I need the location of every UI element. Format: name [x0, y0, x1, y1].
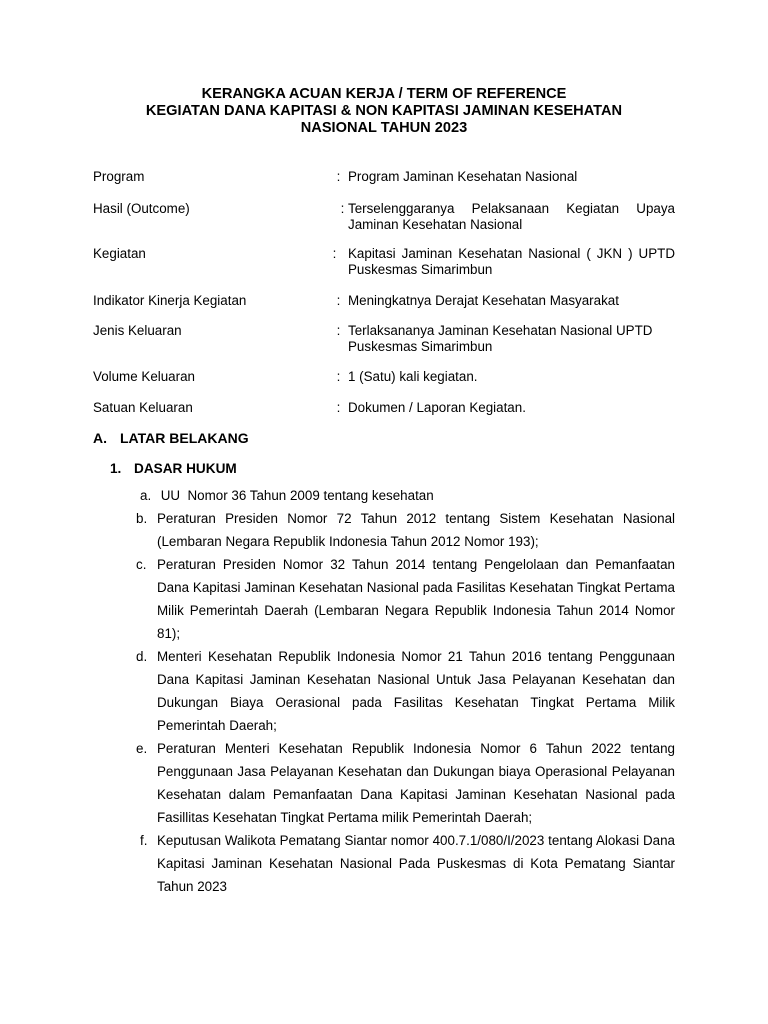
meta-label: Indikator Kinerja Kegiatan: [93, 293, 247, 308]
list-item: [136, 829, 675, 898]
list-item-text: Peraturan Presiden Nomor 72 Tahun 2012 tentang Sistem Kesehatan Nasional (Lembaran Negara Republik Indonesia Tahun 2012 Nomor 193);: [157, 511, 675, 549]
list-item: [136, 737, 675, 829]
meta-value: 1 (Satu) kali kegiatan.: [348, 369, 478, 384]
meta-value: Dokumen / Laporan Kegiatan.: [348, 400, 526, 415]
list-item-letter: e.: [136, 741, 148, 756]
list-item-letter: f.: [140, 833, 148, 848]
list-item-letter: b.: [136, 511, 148, 526]
meta-colon: :: [336, 369, 341, 384]
meta-row-indikator: [93, 293, 675, 309]
meta-label: Satuan Keluaran: [93, 400, 193, 415]
meta-value: Terlaksananya Jaminan Kesehatan Nasional UPTD Puskesmas Simarimbun: [348, 323, 653, 355]
meta-label: Program: [93, 169, 145, 184]
meta-label: Jenis Keluaran: [93, 323, 182, 338]
meta-row-outcome: [93, 201, 675, 233]
document-title: [0, 86, 768, 137]
list-item-text: Menteri Kesehatan Republik Indonesia Nomor 21 Tahun 2016 tentang Penggunaan Dana Kapitasi Jaminan Kesehatan Nasional Untuk Jasa Pelayanan Kesehatan dan Dukungan Biaya Oerasional pada Fasilitas Kesehatan Tingkat Pertama Milik Pemerintah Daerah;: [157, 649, 675, 733]
section-title: LATAR BELAKANG: [120, 430, 249, 446]
meta-colon: :: [332, 246, 337, 261]
list-item-text: Peraturan Presiden Nomor 32 Tahun 2014 tentang Pengelolaan dan Pemanfaatan Dana Kapitasi Jaminan Kesehatan Nasional pada Fasilitas Kesehatan Tingkat Pertama Milik Pemerintah Daerah (Lembaran Negara Republik Indonesia Tahun 2014 Nomor 81);: [157, 557, 675, 641]
meta-value: Kapitasi Jaminan Kesehatan Nasional ( JKN ) UPTD Puskesmas Simarimbun: [348, 246, 675, 278]
meta-value: Terselenggaranya Pelaksanaan Kegiatan Upaya Jaminan Kesehatan Nasional: [348, 201, 675, 233]
legal-basis-list: [136, 484, 675, 898]
section-heading-latar-belakang: [93, 430, 249, 447]
meta-colon: :: [336, 323, 341, 338]
subsection-heading-dasar-hukum: [110, 461, 237, 477]
meta-row-satuan-keluaran: [93, 400, 675, 416]
meta-colon: :: [336, 293, 341, 308]
meta-colon: :: [340, 201, 345, 216]
list-item: [136, 645, 675, 737]
meta-row-jenis-keluaran: [93, 323, 675, 355]
meta-colon: :: [336, 400, 341, 415]
list-item-text: Peraturan Menteri Kesehatan Republik Indonesia Nomor 6 Tahun 2022 tentang Penggunaan Jasa Pelayanan Kesehatan dan Dukungan biaya Operasional Pelayanan Kesehatan dalam Pemanfaatan Dana Kapitasi Jaminan Kesehatan Nasional pada Fasillitas Kesehatan Tingkat Pertama milik Pemerintah Daerah;: [157, 741, 675, 825]
meta-colon: :: [336, 169, 341, 184]
list-item-letter: a.: [140, 488, 152, 503]
meta-value: Meningkatnya Derajat Kesehatan Masyarakat: [348, 293, 619, 308]
meta-label: Volume Keluaran: [93, 369, 195, 384]
meta-label: Kegiatan: [93, 246, 146, 261]
title-line-3: NASIONAL TAHUN 2023: [300, 120, 468, 136]
meta-row-volume-keluaran: [93, 369, 675, 385]
subsection-number: 1.: [110, 461, 122, 476]
list-item-text: UU Nomor 36 Tahun 2009 tentang kesehatan: [157, 488, 434, 503]
title-line-2: KEGIATAN DANA KAPITASI & NON KAPITASI JAMINAN KESEHATAN: [145, 103, 623, 119]
meta-value: Program Jaminan Kesehatan Nasional: [348, 169, 578, 184]
section-number: A.: [93, 430, 107, 446]
list-item: [136, 484, 675, 507]
list-item-letter: d.: [136, 649, 148, 664]
subsection-title: DASAR HUKUM: [134, 461, 237, 476]
list-item-text: Keputusan Walikota Pematang Siantar nomor 400.7.1/080/I/2023 tentang Alokasi Dana Kapitasi Jaminan Kesehatan Nasional Pada Puskesmas di Kota Pematang Siantar Tahun 2023: [157, 833, 675, 894]
meta-label: Hasil (Outcome): [93, 201, 190, 216]
list-item: [136, 507, 675, 553]
meta-row-program: [93, 169, 675, 185]
list-item: [136, 553, 675, 645]
meta-row-kegiatan: [93, 246, 675, 278]
list-item-letter: c.: [136, 557, 147, 572]
title-line-1: KERANGKA ACUAN KERJA / TERM OF REFERENCE: [201, 86, 567, 102]
